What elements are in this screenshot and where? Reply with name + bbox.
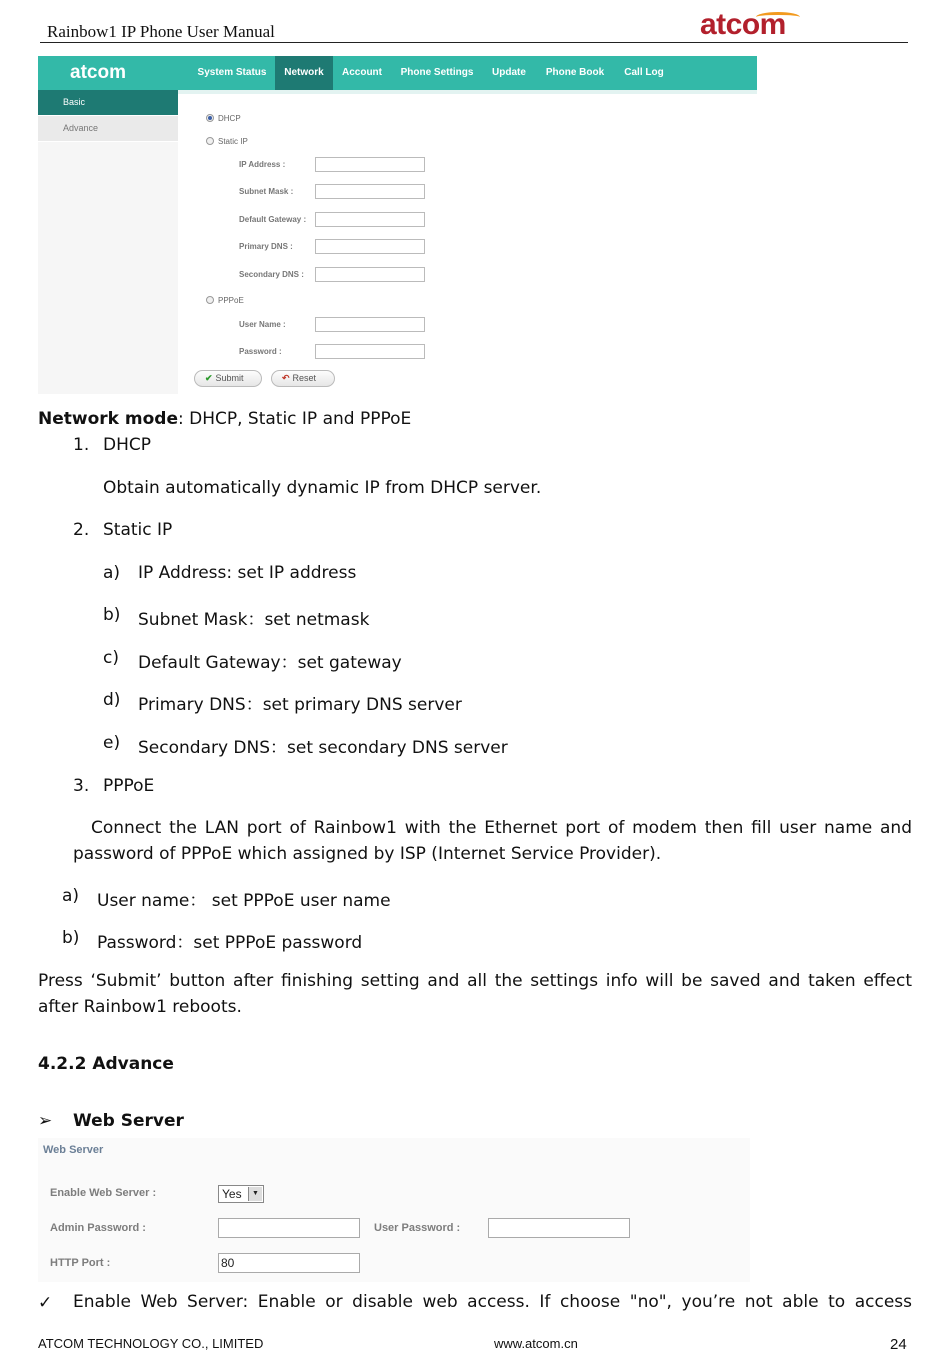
nav-update[interactable]: Update	[492, 67, 526, 78]
network-mode-text: : DHCP, Static IP and PPPoE	[177, 409, 412, 429]
nav-phone-settings[interactable]: Phone Settings	[400, 67, 474, 78]
admin-password-input[interactable]	[218, 1218, 360, 1238]
pppoe-paragraph: Connect the LAN port of Rainbow1 with the Ethernet port of modem then fill user name and password of PPPoE which assigned by ISP (Internet Service Provider).	[73, 818, 912, 864]
static-ip-radio[interactable]	[206, 137, 214, 145]
ip-address-label: IP Address :	[239, 160, 286, 169]
nav-system-status[interactable]: System Status	[197, 67, 267, 78]
pppoe-radio[interactable]	[206, 296, 214, 304]
default-gateway-label: Default Gateway :	[239, 215, 307, 224]
sidebar-filler	[38, 142, 178, 394]
subnet-mask-input[interactable]	[315, 184, 425, 199]
pppoe-label: PPPoE	[218, 296, 244, 305]
static-letter-c: c)	[103, 648, 119, 668]
subheading-web-server: Web Server	[73, 1111, 184, 1131]
nav-account[interactable]: Account	[342, 67, 382, 78]
http-port-input[interactable]: 80	[218, 1253, 360, 1273]
nav-call-log[interactable]: Call Log	[624, 67, 664, 78]
static-letter-d: d)	[103, 690, 121, 710]
secondary-dns-input[interactable]	[315, 267, 425, 282]
static-item-primary-dns: Primary DNS：set primary DNS server	[138, 695, 462, 715]
dhcp-description: Obtain automatically dynamic IP from DHCP server.	[103, 478, 542, 498]
static-item-secondary-dns: Secondary DNS：set secondary DNS server	[138, 738, 508, 758]
check-icon: ✔	[205, 373, 213, 383]
list-item-dhcp: DHCP	[103, 435, 151, 455]
section-heading-advance: 4.2.2 Advance	[38, 1054, 174, 1074]
page-number: 24	[890, 1336, 907, 1353]
user-name-input[interactable]	[315, 317, 425, 332]
static-letter-a: a)	[103, 563, 121, 583]
admin-password-label: Admin Password :	[50, 1222, 146, 1234]
static-letter-e: e)	[103, 733, 121, 753]
primary-dns-label: Primary DNS :	[239, 242, 293, 251]
nav-phone-book[interactable]: Phone Book	[545, 67, 605, 78]
arrow-bullet-icon: ➢	[38, 1111, 53, 1131]
enable-web-server-value: Yes	[222, 1187, 242, 1201]
enable-web-server-label: Enable Web Server :	[50, 1187, 157, 1199]
user-password-label: User Password :	[374, 1222, 461, 1234]
network-basic-screenshot	[38, 56, 757, 394]
list-item-pppoe: PPPoE	[103, 776, 155, 796]
nav-network[interactable]: Network	[275, 56, 333, 90]
user-name-label: User Name :	[239, 320, 286, 329]
enable-web-server-select[interactable]	[218, 1185, 264, 1203]
reset-button[interactable]	[271, 370, 335, 387]
web-server-panel-title: Web Server	[43, 1144, 104, 1156]
static-letter-b: b)	[103, 605, 121, 625]
network-mode-line	[38, 409, 411, 429]
web-ui-logo: atcom	[70, 62, 126, 83]
submit-paragraph: Press ‘Submit’ button after finishing setting and all the settings info will be saved and taken effect after Rainbow1 reboots.	[38, 971, 912, 1017]
default-gateway-input[interactable]	[315, 212, 425, 227]
pppoe-letter-b: b)	[62, 928, 80, 948]
primary-dns-input[interactable]	[315, 239, 425, 254]
atcom-logo: atcom	[700, 8, 786, 41]
static-item-subnet-mask: Subnet Mask：set netmask	[138, 610, 370, 630]
reset-button-label: Reset	[292, 373, 317, 383]
subnet-mask-label: Subnet Mask :	[239, 187, 294, 196]
http-port-label: HTTP Port :	[50, 1257, 111, 1269]
sidebar-item-advance[interactable]: Advance	[38, 116, 178, 141]
ip-address-input[interactable]	[315, 157, 425, 172]
dhcp-radio[interactable]	[206, 114, 214, 122]
checkmark-bullet-icon: ✓	[38, 1293, 53, 1313]
pppoe-letter-a: a)	[62, 886, 80, 906]
header-rule	[40, 42, 908, 43]
password-input[interactable]	[315, 344, 425, 359]
list-number-1: 1.	[73, 435, 90, 455]
dhcp-label: DHCP	[218, 114, 241, 123]
pppoe-item-user-name: User name： set PPPoE user name	[97, 891, 391, 911]
footer-website: www.atcom.cn	[494, 1336, 578, 1351]
user-password-input[interactable]	[488, 1218, 630, 1238]
list-number-2: 2.	[73, 520, 90, 540]
password-label: Password :	[239, 347, 282, 356]
sidebar-item-basic[interactable]: Basic	[38, 90, 178, 115]
static-item-ip-address: IP Address: set IP address	[138, 563, 357, 583]
static-item-gateway: Default Gateway：set gateway	[138, 653, 402, 673]
list-number-3: 3.	[73, 776, 90, 796]
dropdown-arrow-icon: ▼	[248, 1187, 262, 1201]
submit-button-label: Submit	[215, 373, 244, 383]
enable-web-server-description: Enable Web Server: Enable or disable web access. If choose "no", you’re not able to access	[73, 1292, 912, 1312]
web-server-screenshot	[38, 1138, 750, 1282]
static-ip-label: Static IP	[218, 137, 248, 146]
secondary-dns-label: Secondary DNS :	[239, 270, 304, 279]
undo-icon: ↶	[282, 373, 290, 383]
logo-swoosh-icon	[756, 12, 800, 22]
list-item-static-ip: Static IP	[103, 520, 173, 540]
footer-company: ATCOM TECHNOLOGY CO., LIMITED	[38, 1336, 264, 1351]
network-mode-label: Network mode	[38, 409, 178, 429]
pppoe-item-password: Password：set PPPoE password	[97, 933, 363, 953]
manual-title: Rainbow1 IP Phone User Manual	[47, 22, 275, 41]
submit-button[interactable]	[194, 370, 262, 387]
